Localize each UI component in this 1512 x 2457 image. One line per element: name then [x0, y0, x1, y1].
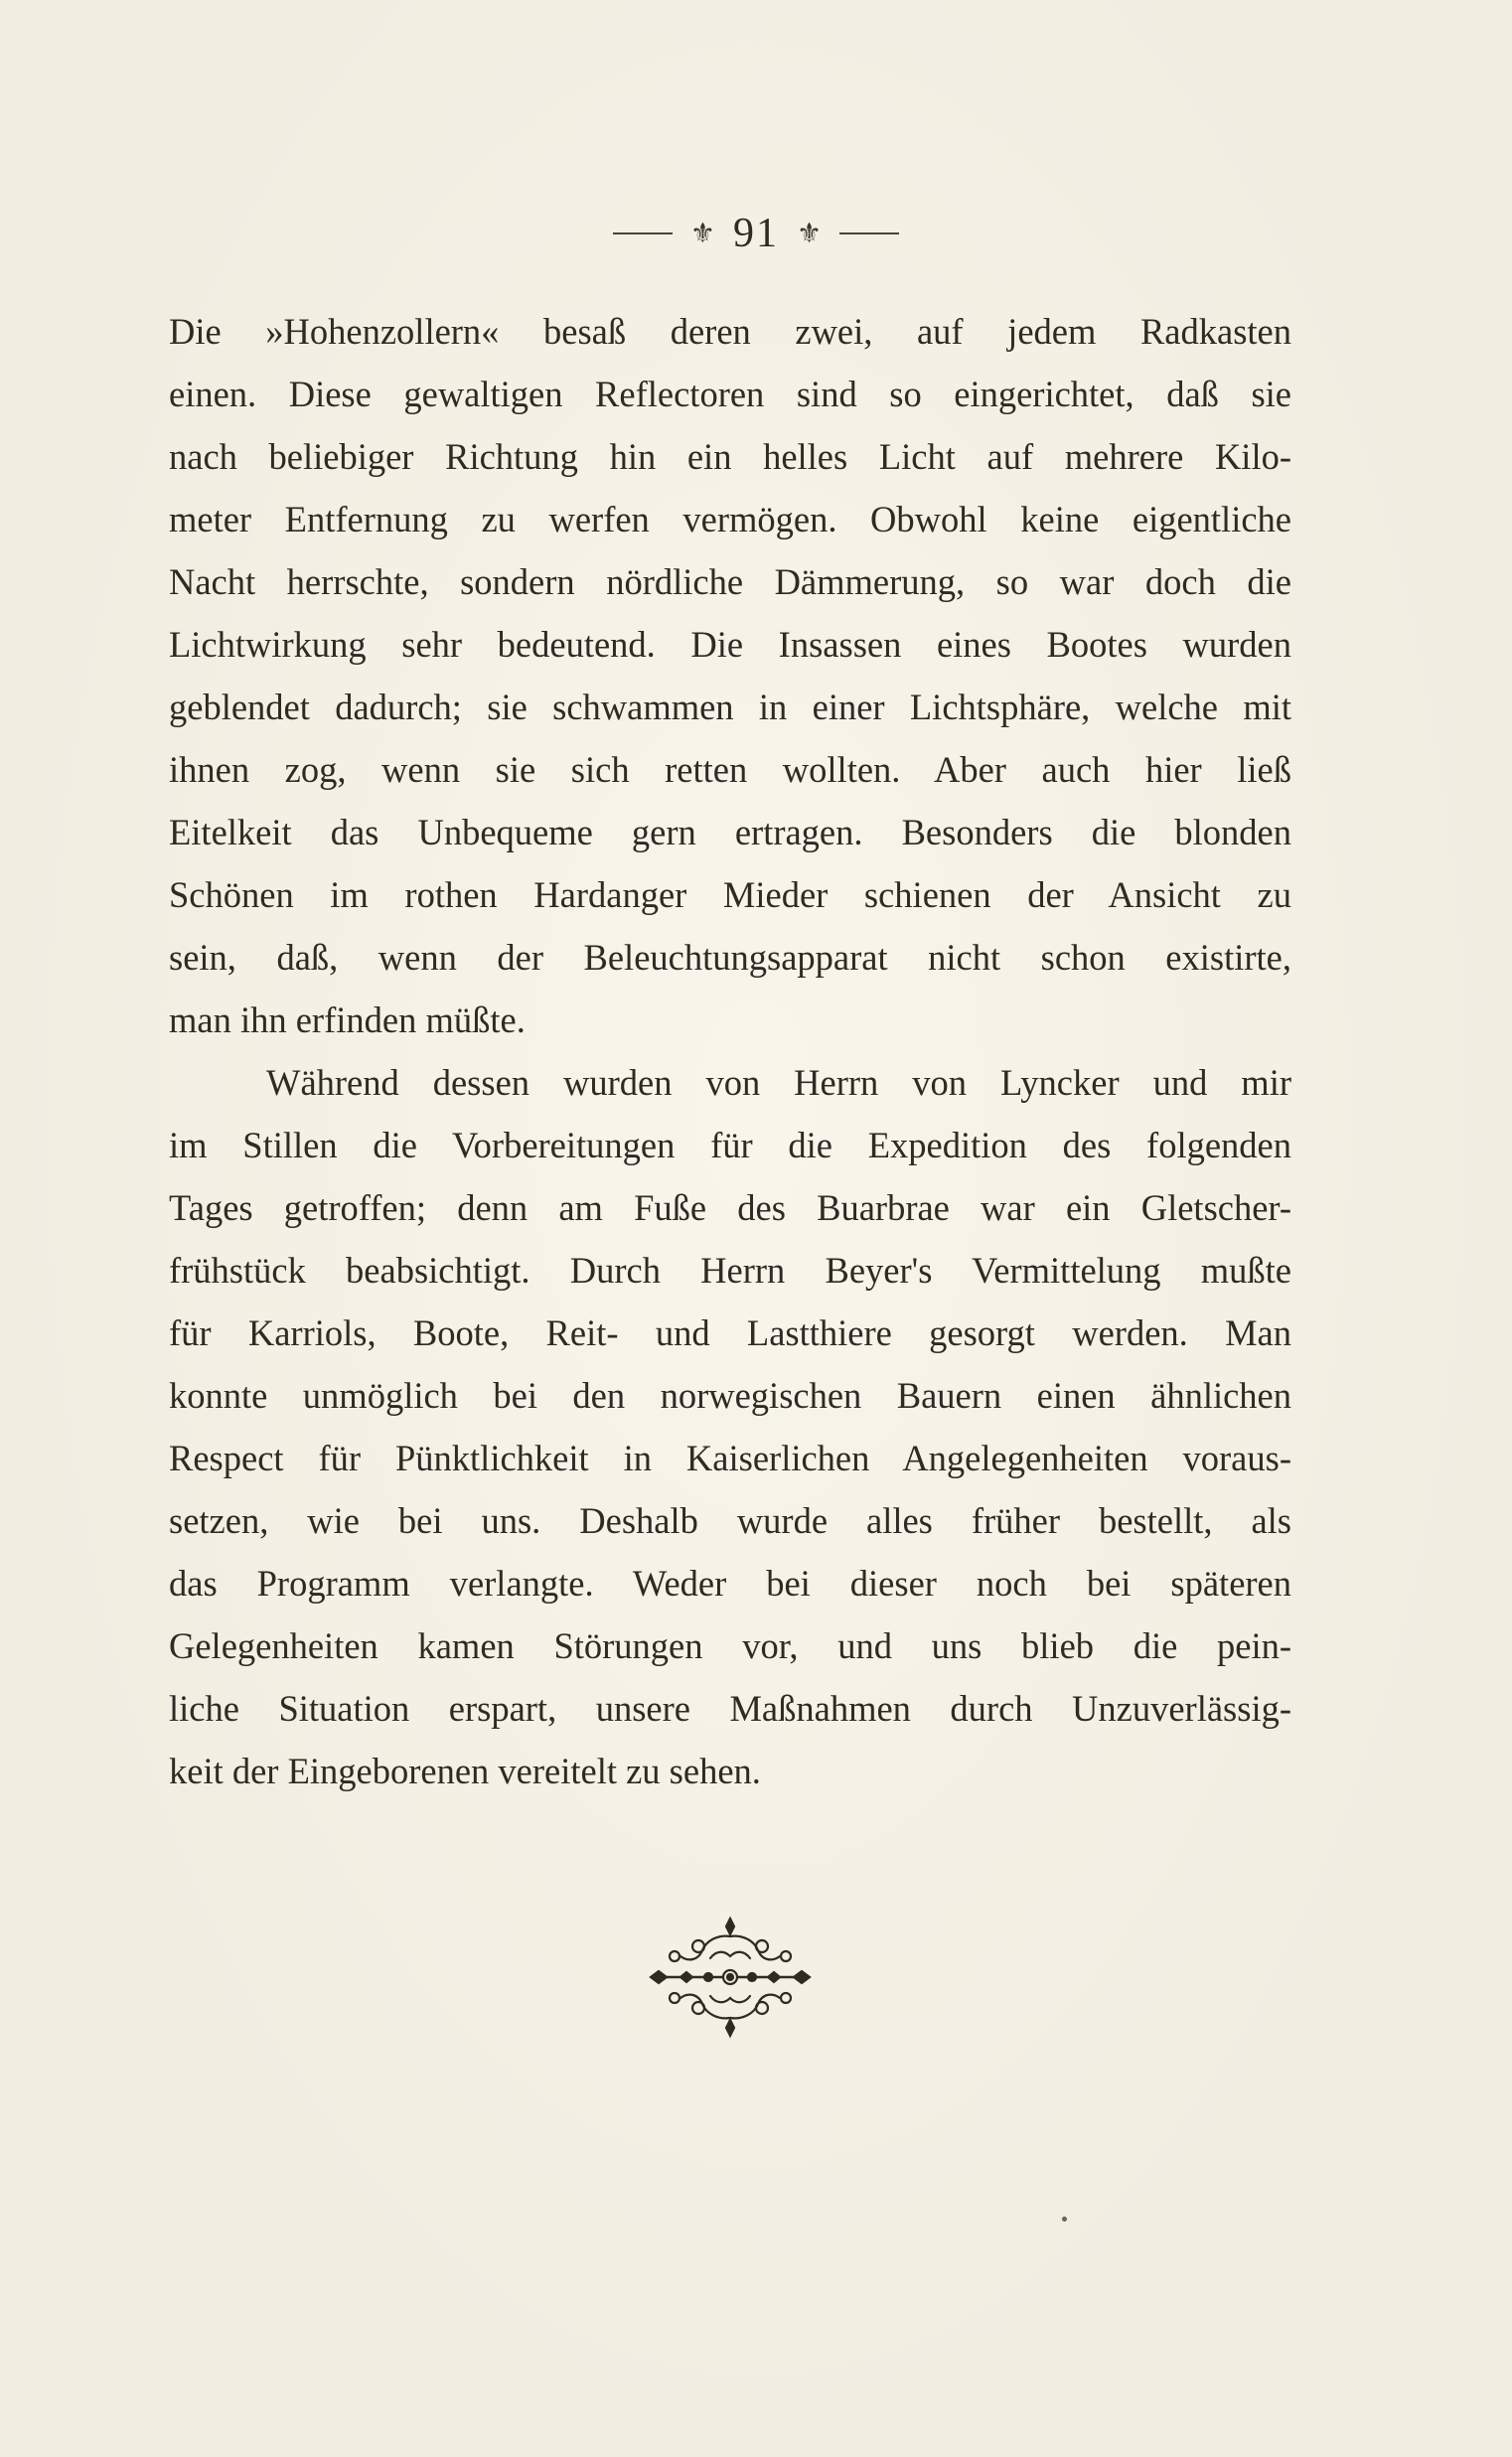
text-line: für Karriols, Boote, Reit- und Lastthiere gesorgt werden. Man [169, 1312, 1291, 1353]
text-line: geblendet dadurch; sie schwammen in einer Lichtsphäre, welche mit [169, 687, 1291, 727]
header-ornament-right-icon: ⚜ [797, 217, 823, 249]
text-line: Respect für Pünktlichkeit in Kaiserlichen Angelegenheiten voraus- [169, 1438, 1291, 1478]
paragraph-2 [169, 1051, 1291, 1802]
text-line: Schönen im rothen Hardanger Mieder schienen der Ansicht zu [169, 874, 1291, 915]
text-line: konnte unmöglich bei den norwegischen Bauern einen ähnlichen [169, 1375, 1291, 1416]
text-line: Während dessen wurden von Herrn von Lyncker und mir [266, 1062, 1291, 1103]
text-line: Eitelkeit das Unbequeme gern ertragen. Besonders die blonden [169, 812, 1291, 852]
text-line: Tages getroffen; denn am Fuße des Buarbrae war ein Gletscher- [169, 1187, 1291, 1228]
text-line: einen. Diese gewaltigen Reflectoren sind so eingerichtet, daß sie [169, 374, 1291, 414]
text-line: sein, daß, wenn der Beleuchtungsapparat nicht schon existirte, [169, 937, 1291, 978]
text-line: das Programm verlangte. Weder bei dieser noch bei späteren [169, 1563, 1291, 1604]
text-line: keit der Eingeborenen vereitelt zu sehen. [169, 1751, 761, 1791]
header-ornament-left-icon: ⚜ [689, 217, 715, 249]
text-line: Nacht herrschte, sondern nördliche Dämmerung, so war doch die [169, 561, 1291, 602]
text-line: setzen, wie bei uns. Deshalb wurde alles früher bestellt, als [169, 1500, 1291, 1541]
text-line: ihnen zog, wenn sie sich retten wollten. Aber auch hier ließ [169, 749, 1291, 790]
header-rule-left [613, 232, 673, 234]
paper-speck [1062, 2217, 1067, 2222]
text-line: Lichtwirkung sehr bedeutend. Die Insassen eines Bootes wurden [169, 624, 1291, 665]
text-line: im Stillen die Vorbereitungen für die Expedition des folgenden [169, 1125, 1291, 1165]
text-line: nach beliebiger Richtung hin ein helles Licht auf mehrere Kilo- [169, 436, 1291, 477]
text-line: Die »Hohenzollern« besaß deren zwei, auf jedem Radkasten [169, 311, 1291, 352]
page-header [0, 204, 1512, 263]
text-line: frühstück beabsichtigt. Durch Herrn Beyer's Vermittelung mußte [169, 1250, 1291, 1291]
text-line: liche Situation erspart, unsere Maßnahmen durch Unzuverlässig- [169, 1688, 1291, 1729]
body-text [169, 300, 1291, 1802]
text-line: Gelegenheiten kamen Störungen vor, und uns blieb die pein- [169, 1625, 1291, 1666]
paragraph-1 [169, 300, 1291, 1051]
text-line: meter Entfernung zu werfen vermögen. Obwohl keine eigentliche [169, 499, 1291, 539]
page-number: 91 [733, 211, 779, 256]
fleuron-ornament-icon [641, 1913, 820, 2042]
header-rule-right [839, 232, 899, 234]
text-line: man ihn erfinden müßte. [169, 999, 526, 1040]
